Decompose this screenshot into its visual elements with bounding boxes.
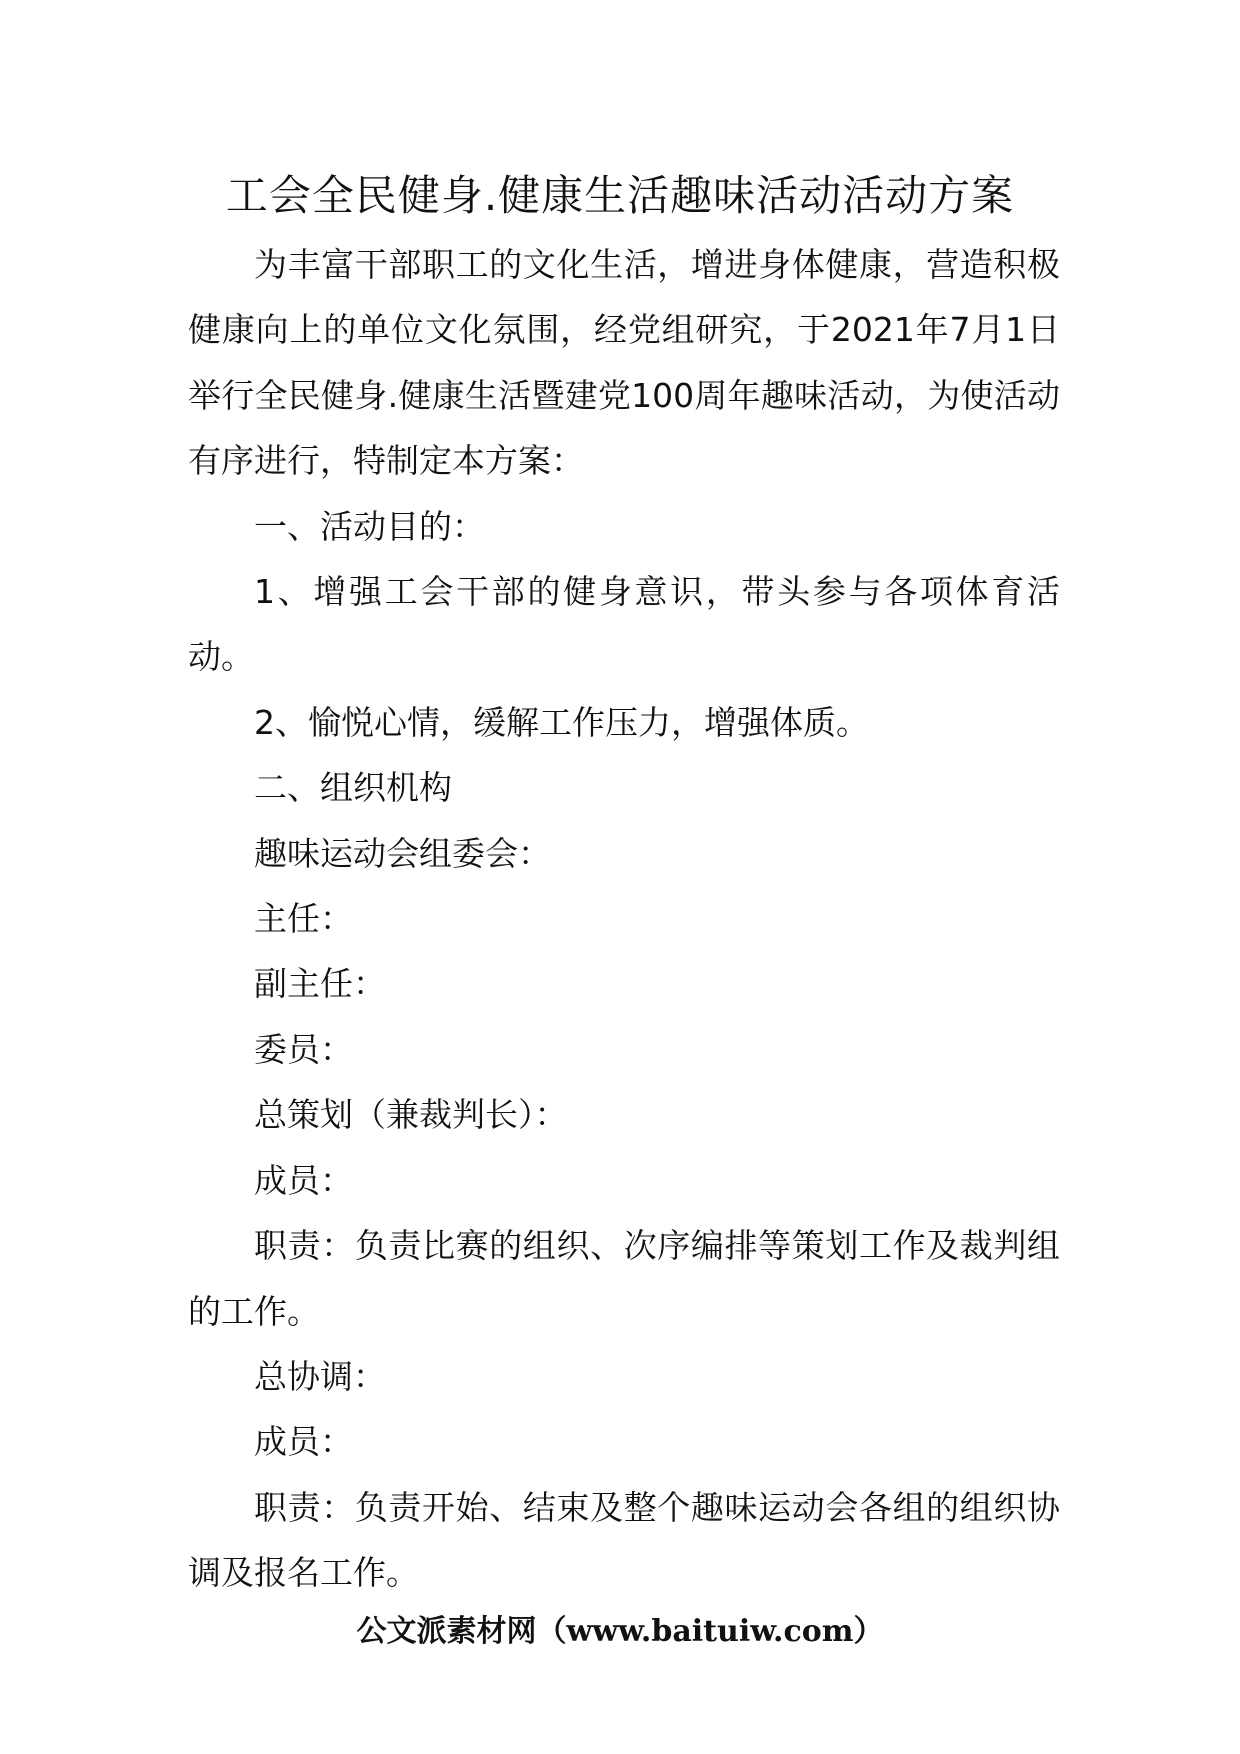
paragraph-planner-duties: 职责：负责比赛的组织、次序编排等策划工作及裁判组的工作。 [188, 1226, 1060, 1331]
heading-organization: 二、组织机构 [254, 768, 452, 808]
paragraph-intro: 为丰富干部职工的文化生活，增进身体健康，营造积极健康向上的单位文化氛围，经党组研究，于2021年7月1日举行全民健身.健康生活暨建党100周年趣味活动，为使活动有序进行，特制定本方案： [188, 245, 1060, 481]
document-body [188, 232, 1060, 1606]
paragraph-coordinator-duties: 职责：负责开始、结束及整个趣味运动会各组的组织协调及报名工作。 [188, 1487, 1060, 1593]
paragraph-purpose-2: 2、愉悦心情，缓解工作压力，增强体质。 [254, 702, 869, 742]
paragraph-committee: 趣味运动会组委会： [254, 833, 551, 873]
paragraph-director: 主任： [254, 899, 353, 939]
paragraph-planner-members: 成员： [254, 1160, 353, 1200]
paragraph-coordinator-members: 成员： [254, 1422, 353, 1462]
paragraph-members: 委员： [254, 1029, 353, 1069]
paragraph-chief-planner: 总策划（兼裁判长）： [254, 1095, 568, 1135]
paragraph-purpose-1: 1、增强工会干部的健身意识，带头参与各项体育活动。 [188, 572, 1060, 677]
document-title: 工会全民健身.健康生活趣味活动活动方案 [225, 171, 1015, 220]
heading-activity-purpose: 一、活动目的： [254, 506, 485, 546]
paragraph-chief-coordinator: 总协调： [254, 1356, 386, 1396]
page-footer: 公文派素材网（www.baituiw.com） [356, 1614, 884, 1649]
paragraph-deputy-director: 副主任： [254, 964, 386, 1004]
